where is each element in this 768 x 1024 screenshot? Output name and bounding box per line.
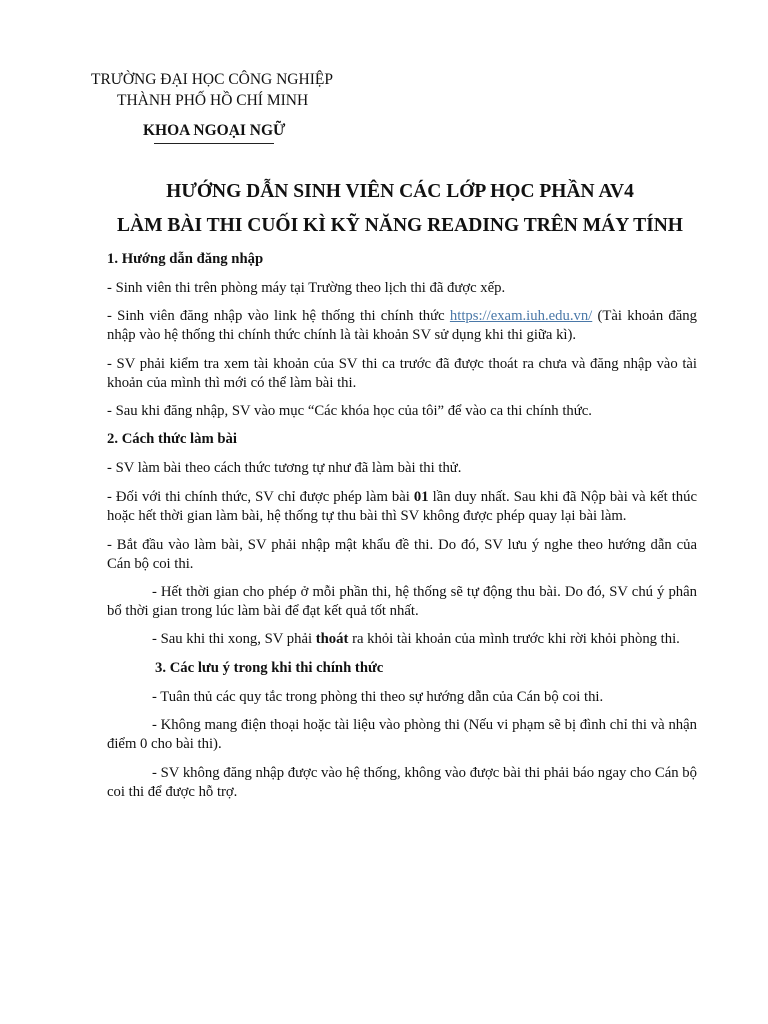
section1-paragraph3: - SV phải kiểm tra xem tài khoản của SV thi ca trước đã được thoát ra chưa và đăng nhập vào tài khoản của mình thì mới có thể làm bài thi. <box>107 356 697 391</box>
section2-paragraph2 <box>107 488 697 526</box>
attempt-count: 01 <box>413 489 429 505</box>
section2-p2-text-before: - Đối với thi chính thức, SV chỉ được phép làm bài <box>107 489 414 505</box>
logout-emphasis: thoát <box>315 631 349 647</box>
section2-heading: 2. Cách thức làm bài <box>107 431 237 447</box>
section1-paragraph2 <box>107 307 697 345</box>
section3-paragraph3: - SV không đăng nhập được vào hệ thống, không vào được bài thi phải báo ngay cho Cán bộ coi thi để được hỗ trợ. <box>107 765 697 800</box>
section3-paragraph1: - Tuân thủ các quy tắc trong phòng thi theo sự hướng dẫn của Cán bộ coi thi. <box>152 689 604 705</box>
school-name-line1: TRƯỜNG ĐẠI HỌC CÔNG NGHIỆP <box>91 71 333 88</box>
exam-system-link[interactable]: https://exam.iuh.edu.vn/ <box>449 308 593 324</box>
section1-p2-text-after: (Tài khoản đăng nhập vào hệ thống thi chính thức chính là tài khoản SV sử dụng khi thi giữa kì). <box>107 308 697 343</box>
department-underline <box>154 143 274 144</box>
school-name-line2: THÀNH PHỐ HỒ CHÍ MINH <box>117 92 309 109</box>
section2-p5-text-before: - Sau khi thi xong, SV phải <box>152 631 316 647</box>
section1-paragraph1: - Sinh viên thi trên phòng máy tại Trường theo lịch thi đã được xếp. <box>107 280 506 296</box>
section2-p5-text-after: ra khỏi tài khoản của mình trước khi rời khỏi phòng thi. <box>348 631 680 647</box>
section2-paragraph5 <box>107 630 697 649</box>
department-name: KHOA NGOẠI NGỮ <box>143 122 286 139</box>
section3-paragraph2: - Không mang điện thoại hoặc tài liệu vào phòng thi (Nếu vi phạm sẽ bị đình chỉ thi và nhận điểm 0 cho bài thi). <box>107 717 697 752</box>
section3-heading: 3. Các lưu ý trong khi thi chính thức <box>155 660 384 676</box>
section2-paragraph3: - Bắt đầu vào làm bài, SV phải nhập mật khẩu đề thi. Do đó, SV lưu ý nghe theo hướng dẫn của Cán bộ coi thi. <box>107 537 697 572</box>
section1-paragraph4: - Sau khi đăng nhập, SV vào mục “Các khóa học của tôi” để vào ca thi chính thức. <box>107 403 592 419</box>
section2-p2-text-after: lần duy nhất. Sau khi đã Nộp bài và kết thúc hoặc hết thời gian làm bài, hệ thống tự thu bài thì SV không được phép quay lại bài làm. <box>107 489 697 524</box>
section1-p2-text-before: - Sinh viên đăng nhập vào link hệ thống thi chính thức <box>107 308 450 324</box>
document-title-line1: HƯỚNG DẪN SINH VIÊN CÁC LỚP HỌC PHẦN AV4 <box>166 181 634 202</box>
section2-paragraph4: - Hết thời gian cho phép ở mỗi phần thi, hệ thống sẽ tự động thu bài. Do đó, SV chú ý phân bổ thời gian trong lúc làm bài để đạt kết quả tốt nhất. <box>107 584 697 619</box>
document-title-line2: LÀM BÀI THI CUỐI KÌ KỸ NĂNG READING TRÊN MÁY TÍNH <box>117 215 683 236</box>
section1-heading: 1. Hướng dẫn đăng nhập <box>107 251 264 267</box>
section2-paragraph1: - SV làm bài theo cách thức tương tự như đã làm bài thi thử. <box>107 460 462 476</box>
